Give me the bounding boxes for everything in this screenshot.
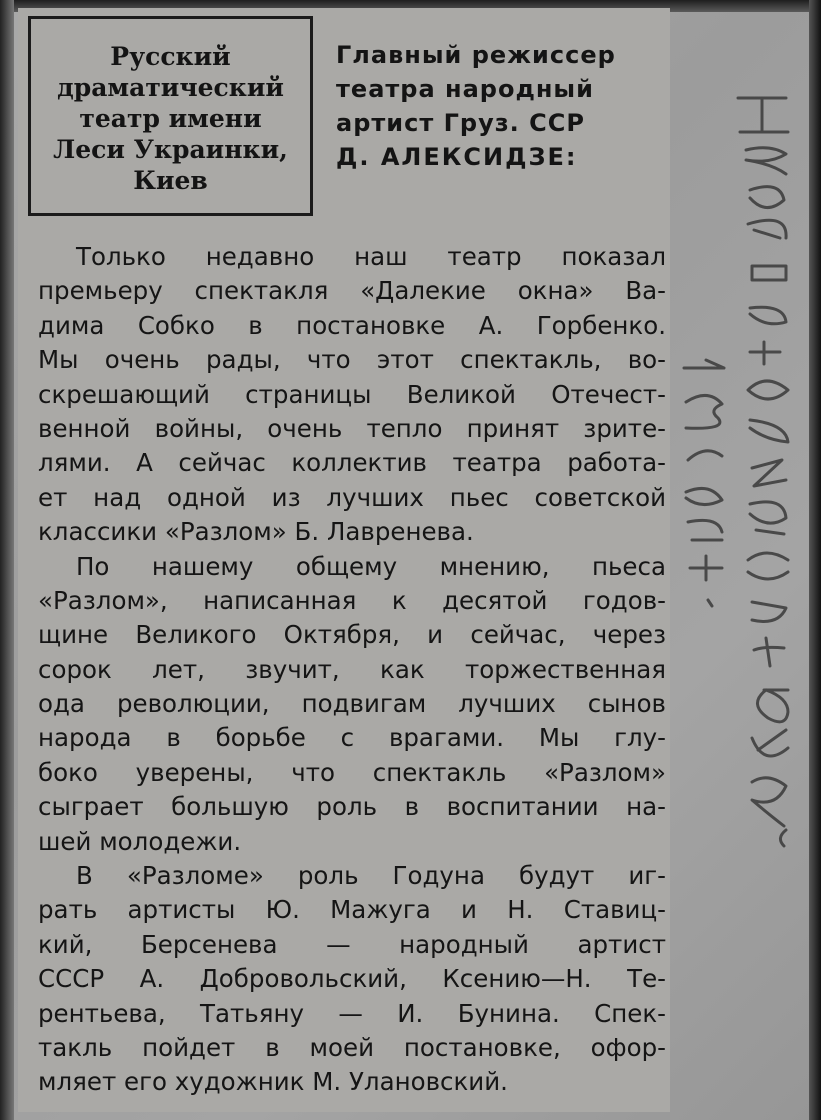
article-line: щине Великого Октября, и сейчас, через	[38, 620, 666, 650]
article-line: дима Собко в постановке А. Горбенко.	[38, 310, 666, 340]
article-line: боко уверены, что спектакль «Разлом»	[38, 757, 666, 787]
article-line: По нашему общему мнению, пьеса	[76, 551, 666, 581]
article-line: рентьева, Татьяну — И. Бунина. Спек-	[38, 998, 666, 1028]
article-line: народа в борьбе с врагами. Мы глу-	[38, 723, 666, 753]
article-line: кий, Берсенева — народный артист	[38, 929, 666, 959]
director-name: Д. АЛЕКСИДЗЕ:	[336, 143, 578, 171]
theatre-name-line: драматический	[57, 73, 284, 102]
article-line: рать артисты Ю. Мажуга и Н. Ставиц-	[38, 895, 666, 925]
theatre-name-line: Русский	[110, 42, 231, 71]
article-line: В «Разломе» роль Годуна будут иг-	[76, 861, 666, 891]
article-line: Только недавно наш театр показал	[76, 242, 666, 271]
article-line: сорок лет, звучит, как торжественная	[38, 654, 666, 684]
handwriting-drawing	[668, 90, 818, 850]
theatre-name-box	[28, 16, 313, 216]
article-line: сыграет большую роль в воспитании на-	[38, 792, 666, 822]
article-line: ода революции, подвигам лучших сынов	[38, 689, 666, 719]
article-line: «Разлом», написанная к десятой годов-	[38, 585, 666, 615]
article-line: мляет его художник М. Улановский.	[38, 1067, 508, 1097]
article-line: ет над одной из лучших пьес советской	[38, 482, 666, 512]
article-line: лями. А сейчас коллектив театра работа-	[38, 448, 666, 478]
newspaper-clipping	[18, 8, 670, 1112]
article-line: классики «Разлом» Б. Лавренева.	[38, 517, 474, 547]
article-line: такль пойдет в моей постановке, офор-	[38, 1032, 666, 1062]
director-line: Главный режиссер	[336, 41, 616, 69]
director-line: артист Груз. ССР	[336, 109, 585, 137]
handwritten-annotation	[668, 90, 818, 850]
director-heading	[336, 38, 656, 174]
theatre-name-line: Леси Украинки,	[53, 135, 288, 164]
theatre-name-line: театр имени	[79, 104, 262, 133]
article-body	[38, 240, 666, 1100]
mount-edge-left	[0, 0, 14, 1120]
article-line: скрешающий страницы Великой Отечест-	[38, 379, 666, 409]
director-line: театра народный	[336, 75, 594, 103]
article-line: шей молодежи.	[38, 826, 242, 856]
article-line: премьеру спектакля «Далекие окна» Ва-	[38, 276, 666, 306]
theatre-name-line: Киев	[133, 166, 208, 195]
theatre-name	[31, 41, 310, 196]
article-line: Мы очень рады, что этот спектакль, во-	[38, 345, 666, 375]
article-line: СССР А. Добровольский, Ксению—Н. Те-	[38, 964, 666, 994]
article-line: венной войны, очень тепло принят зрите-	[38, 413, 666, 443]
